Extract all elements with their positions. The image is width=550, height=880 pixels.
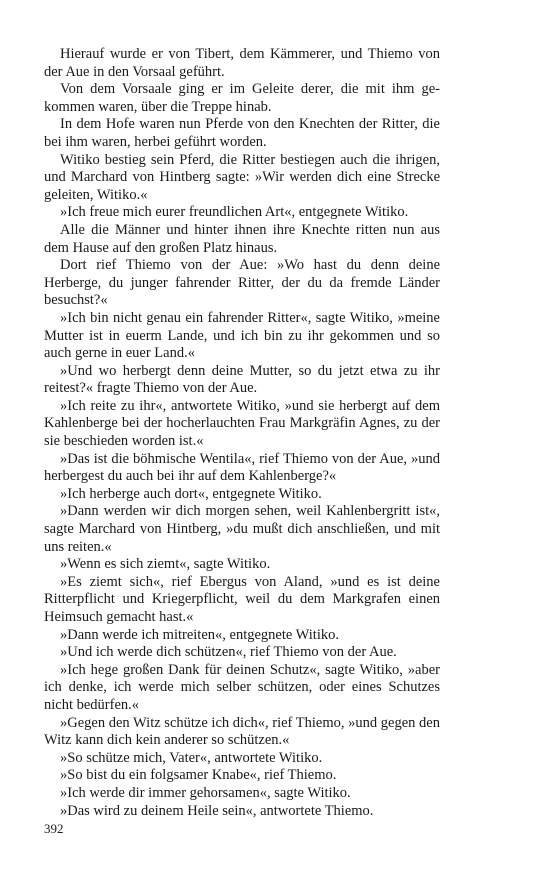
paragraph: »Ich hege großen Dank für deinen Schutz«, sagte Witiko, »aber ich denke, ich werde mich selber schützen, oder eines Schutzes nicht bedürfen.« bbox=[44, 661, 440, 713]
paragraph: »Gegen den Witz schütze ich dich«, rief Thiemo, »und gegen den Witz kann dich kein anderer so schützen.« bbox=[44, 714, 440, 749]
paragraph: Witiko bestieg sein Pferd, die Ritter bestiegen auch die ihrigen, und Marchard von Hintberg sagte: »Wir werden dich eine Strecke geleiten, Witiko.« bbox=[44, 151, 440, 203]
paragraph: Alle die Männer und hinter ihnen ihre Knechte ritten nun aus dem Hause auf den großen Platz hinaus. bbox=[44, 221, 440, 256]
paragraph: Von dem Vorsaale ging er im Geleite derer, die mit ihm gekommen waren, über die Treppe hinab. bbox=[44, 81, 440, 115]
paragraph: »Ich werde dir immer gehorsamen«, sagte Witiko. bbox=[60, 784, 351, 801]
paragraph: Hierauf wurde er von Tibert, dem Kämmerer, und Thiemo von der Aue in den Vorsaal geführt. bbox=[44, 46, 440, 80]
paragraph: »Ich bin nicht genau ein fahrender Ritter«, sagte Witiko, »meine Mutter ist in euerm Lande, und ich bin zu ihr gekommen und so auch gerne in euer Land.« bbox=[44, 309, 440, 362]
paragraph: »Es ziemt sich«, rief Ebergus von Aland, »und es ist deine Ritterpflicht und Kriegerpflicht, weil du dem Markgrafen einen Heimsuch gemacht hast.« bbox=[44, 573, 440, 625]
paragraph: »Dann werden wir dich morgen sehen, weil Kahlenbergritt ist«, sagte Marchard von Hintberg, »du mußt dich anschließen, und mit uns reiten.« bbox=[44, 503, 440, 555]
paragraph: »So bist du ein folgsamer Knabe«, rief Thiemo. bbox=[60, 767, 337, 784]
paragraph: »So schütze mich, Vater«, antwortete Witiko. bbox=[60, 749, 323, 766]
paragraph: Dort rief Thiemo von der Aue: »Wo hast du denn deine Herberge, du junger fahrender Ritter, der du da fremde Länder besuchst?« bbox=[44, 257, 440, 309]
paragraph: »Wenn es sich ziemt«, sagte Witiko. bbox=[60, 556, 271, 573]
page-number: 392 bbox=[44, 821, 64, 836]
paragraph: »Ich freue mich eurer freundlichen Art«, entgegnete Witiko. bbox=[60, 204, 409, 221]
paragraph: »Und wo herbergt denn deine Mutter, so du jetzt etwa zu ihr reitest?« fragte Thiemo von der Aue. bbox=[44, 362, 440, 397]
paragraph: »Ich herberge auch dort«, entgegnete Witiko. bbox=[60, 485, 322, 502]
paragraph: »Dann werde ich mitreiten«, entgegnete Witiko. bbox=[60, 626, 339, 643]
paragraph: »Das wird zu deinem Heile sein«, antwortete Thiemo. bbox=[60, 802, 374, 819]
paragraph: In dem Hofe waren nun Pferde von den Knechten der Ritter, die bei ihm waren, herbei geführt worden. bbox=[44, 116, 440, 150]
paragraph: »Das ist die böhmische Wentila«, rief Thiemo von der Aue, »und herbergest du auch bei ihr auf dem Kahlenberge?« bbox=[44, 450, 440, 485]
paragraph: »Ich reite zu ihr«, antwortete Witiko, »und sie herbergt auf dem Kahlenberge bei der hocherlauchten Frau Markgräfin Agnes, zu der sie beschieden worden ist.« bbox=[44, 397, 440, 450]
body-text bbox=[44, 46, 440, 820]
paragraph: »Und ich werde dich schützen«, rief Thiemo von der Aue. bbox=[60, 644, 397, 661]
